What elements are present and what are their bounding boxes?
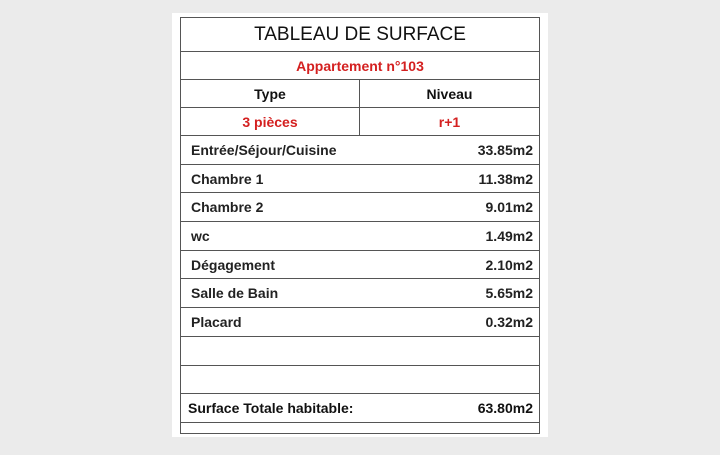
table-row xyxy=(181,251,539,280)
header-row xyxy=(181,80,539,108)
room-area: 1.49m2 xyxy=(485,227,533,244)
apartment-number: Appartement n°103 xyxy=(296,57,424,74)
room-name: Salle de Bain xyxy=(191,285,279,302)
surface-table xyxy=(180,17,540,434)
table-row xyxy=(181,279,539,308)
table-row xyxy=(181,136,539,165)
room-name: Chambre 2 xyxy=(191,199,264,216)
type-header: Type xyxy=(181,80,360,107)
room-name: wc xyxy=(191,227,210,244)
empty-row xyxy=(181,337,539,366)
room-area: 9.01m2 xyxy=(485,199,533,216)
table-row xyxy=(181,193,539,222)
document-sheet xyxy=(172,13,548,437)
table-row xyxy=(181,222,539,251)
room-name: Dégagement xyxy=(191,256,276,273)
total-area: 63.80m2 xyxy=(477,400,533,417)
table-footer-strip xyxy=(181,423,539,433)
room-area: 5.65m2 xyxy=(485,285,533,302)
title-row xyxy=(181,18,539,52)
room-area: 11.38m2 xyxy=(478,170,533,187)
total-label: Surface Totale habitable: xyxy=(188,400,354,417)
table-title: TABLEAU DE SURFACE xyxy=(254,23,466,45)
room-area: 0.32m2 xyxy=(485,313,533,330)
type-value: 3 pièces xyxy=(181,108,360,135)
type-level-row xyxy=(181,108,539,136)
apartment-row xyxy=(181,52,539,80)
table-row xyxy=(181,308,539,337)
table-row xyxy=(181,165,539,194)
room-name: Entrée/Séjour/Cuisine xyxy=(191,141,337,158)
room-name: Placard xyxy=(191,313,242,330)
level-header: Niveau xyxy=(426,85,473,102)
room-area: 33.85m2 xyxy=(477,141,533,158)
room-name: Chambre 1 xyxy=(191,170,264,187)
level-value: r+1 xyxy=(438,113,461,130)
empty-row xyxy=(181,366,539,395)
room-area: 2.10m2 xyxy=(485,256,533,273)
total-row xyxy=(181,394,539,423)
